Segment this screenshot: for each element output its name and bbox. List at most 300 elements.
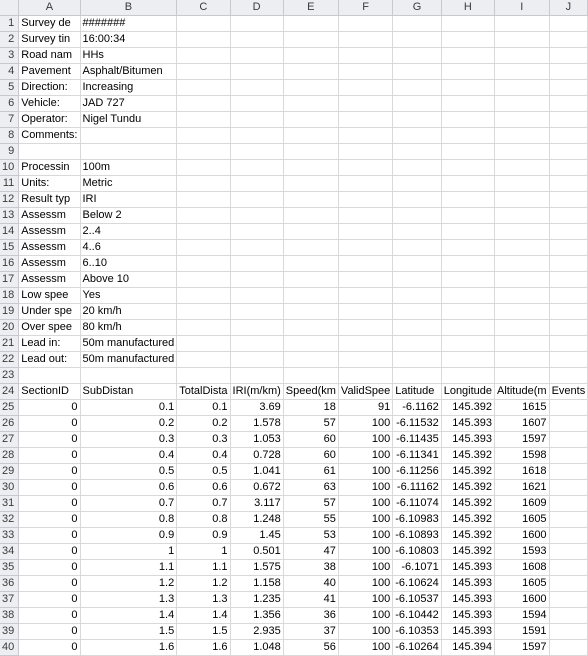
cell-b[interactable] [80, 528, 177, 544]
row-header[interactable]: 1 [0, 16, 19, 32]
cell-g[interactable] [393, 160, 441, 176]
cell-b[interactable] [80, 400, 177, 416]
cell-g[interactable] [393, 288, 441, 304]
cell-h[interactable] [441, 128, 494, 144]
cell-d[interactable] [230, 288, 283, 304]
cell-h[interactable] [441, 544, 494, 560]
column-header-d[interactable]: D [230, 0, 283, 16]
cell-b[interactable] [80, 608, 177, 624]
column-header-g[interactable]: G [393, 0, 441, 16]
cell-i[interactable] [495, 224, 550, 240]
cell-f[interactable] [338, 592, 392, 608]
cell-j[interactable] [549, 368, 588, 384]
cell-h[interactable] [441, 512, 494, 528]
row-header[interactable]: 28 [0, 448, 19, 464]
cell-h[interactable] [441, 640, 494, 656]
cell-d[interactable] [230, 592, 283, 608]
cell-i[interactable] [495, 272, 550, 288]
cell-e[interactable] [283, 208, 338, 224]
cell-g[interactable] [393, 144, 441, 160]
cell-j[interactable] [549, 256, 588, 272]
cell-e[interactable] [283, 384, 338, 400]
cell-h[interactable] [441, 496, 494, 512]
cell-e[interactable] [283, 144, 338, 160]
cell-f[interactable] [338, 224, 392, 240]
cell-h[interactable] [441, 288, 494, 304]
cell-f[interactable] [338, 240, 392, 256]
cell-c[interactable] [177, 384, 230, 400]
cell-b[interactable] [80, 160, 177, 176]
cell-e[interactable] [283, 416, 338, 432]
cell-g[interactable] [393, 384, 441, 400]
cell-h[interactable] [441, 144, 494, 160]
cell-g[interactable] [393, 432, 441, 448]
cell-j[interactable] [549, 624, 588, 640]
cell-f[interactable] [338, 112, 392, 128]
cell-f[interactable] [338, 480, 392, 496]
cell-j[interactable] [549, 400, 588, 416]
cell-j[interactable] [549, 32, 588, 48]
cell-a[interactable] [19, 208, 80, 224]
cell-a[interactable] [19, 80, 80, 96]
cell-e[interactable] [283, 112, 338, 128]
cell-h[interactable] [441, 96, 494, 112]
cell-b[interactable] [80, 592, 177, 608]
cell-b[interactable] [80, 96, 177, 112]
cell-h[interactable] [441, 608, 494, 624]
cell-i[interactable] [495, 80, 550, 96]
row-header[interactable]: 24 [0, 384, 19, 400]
cell-f[interactable] [338, 560, 392, 576]
cell-g[interactable] [393, 208, 441, 224]
cell-h[interactable] [441, 256, 494, 272]
cell-c[interactable] [177, 640, 230, 656]
cell-f[interactable] [338, 160, 392, 176]
cell-e[interactable] [283, 512, 338, 528]
cell-j[interactable] [549, 512, 588, 528]
cell-i[interactable] [495, 192, 550, 208]
cell-d[interactable] [230, 464, 283, 480]
cell-f[interactable] [338, 640, 392, 656]
row-header[interactable]: 17 [0, 272, 19, 288]
cell-f[interactable] [338, 528, 392, 544]
column-header-e[interactable]: E [283, 0, 338, 16]
cell-h[interactable] [441, 208, 494, 224]
cell-b[interactable] [80, 112, 177, 128]
cell-g[interactable] [393, 240, 441, 256]
cell-a[interactable] [19, 48, 80, 64]
cell-d[interactable] [230, 256, 283, 272]
cell-c[interactable] [177, 224, 230, 240]
cell-c[interactable] [177, 16, 230, 32]
cell-i[interactable] [495, 464, 550, 480]
cell-h[interactable] [441, 416, 494, 432]
cell-d[interactable] [230, 480, 283, 496]
cell-h[interactable] [441, 560, 494, 576]
cell-a[interactable] [19, 544, 80, 560]
cell-i[interactable] [495, 608, 550, 624]
cell-b[interactable] [80, 512, 177, 528]
cell-c[interactable] [177, 592, 230, 608]
cell-g[interactable] [393, 464, 441, 480]
cell-d[interactable] [230, 240, 283, 256]
cell-i[interactable] [495, 320, 550, 336]
cell-e[interactable] [283, 640, 338, 656]
cell-d[interactable] [230, 576, 283, 592]
cell-f[interactable] [338, 464, 392, 480]
cell-d[interactable] [230, 224, 283, 240]
cell-a[interactable] [19, 256, 80, 272]
cell-a[interactable] [19, 144, 80, 160]
cell-b[interactable] [80, 16, 177, 32]
cell-h[interactable] [441, 176, 494, 192]
cell-j[interactable] [549, 592, 588, 608]
cell-e[interactable] [283, 544, 338, 560]
cell-b[interactable] [80, 64, 177, 80]
row-header[interactable]: 9 [0, 144, 19, 160]
cell-b[interactable] [80, 560, 177, 576]
cell-f[interactable] [338, 336, 392, 352]
cell-a[interactable] [19, 192, 80, 208]
cell-g[interactable] [393, 336, 441, 352]
cell-c[interactable] [177, 128, 230, 144]
cell-a[interactable] [19, 288, 80, 304]
cell-g[interactable] [393, 96, 441, 112]
cell-c[interactable] [177, 96, 230, 112]
cell-h[interactable] [441, 480, 494, 496]
cell-b[interactable] [80, 416, 177, 432]
row-header[interactable]: 30 [0, 480, 19, 496]
cell-f[interactable] [338, 352, 392, 368]
cell-b[interactable] [80, 288, 177, 304]
cell-g[interactable] [393, 16, 441, 32]
cell-a[interactable] [19, 64, 80, 80]
cell-f[interactable] [338, 544, 392, 560]
cell-j[interactable] [549, 352, 588, 368]
cell-i[interactable] [495, 96, 550, 112]
cell-j[interactable] [549, 128, 588, 144]
cell-d[interactable] [230, 384, 283, 400]
cell-g[interactable] [393, 224, 441, 240]
cell-g[interactable] [393, 128, 441, 144]
cell-f[interactable] [338, 176, 392, 192]
cell-j[interactable] [549, 288, 588, 304]
cell-f[interactable] [338, 288, 392, 304]
cell-b[interactable] [80, 128, 177, 144]
cell-j[interactable] [549, 544, 588, 560]
cell-d[interactable] [230, 448, 283, 464]
row-header[interactable]: 6 [0, 96, 19, 112]
cell-b[interactable] [80, 32, 177, 48]
cell-b[interactable] [80, 576, 177, 592]
cell-h[interactable] [441, 336, 494, 352]
cell-d[interactable] [230, 112, 283, 128]
cell-h[interactable] [441, 224, 494, 240]
row-header[interactable]: 7 [0, 112, 19, 128]
row-header[interactable]: 36 [0, 576, 19, 592]
cell-c[interactable] [177, 160, 230, 176]
cell-j[interactable] [549, 304, 588, 320]
cell-c[interactable] [177, 336, 230, 352]
cell-g[interactable] [393, 112, 441, 128]
cell-i[interactable] [495, 560, 550, 576]
cell-h[interactable] [441, 32, 494, 48]
cell-d[interactable] [230, 272, 283, 288]
cell-d[interactable] [230, 560, 283, 576]
cell-f[interactable] [338, 304, 392, 320]
cell-c[interactable] [177, 480, 230, 496]
cell-i[interactable] [495, 304, 550, 320]
cell-g[interactable] [393, 544, 441, 560]
row-header[interactable]: 38 [0, 608, 19, 624]
cell-f[interactable] [338, 496, 392, 512]
cell-j[interactable] [549, 240, 588, 256]
cell-j[interactable] [549, 48, 588, 64]
cell-j[interactable] [549, 272, 588, 288]
cell-j[interactable] [549, 576, 588, 592]
cell-b[interactable] [80, 464, 177, 480]
cell-i[interactable] [495, 352, 550, 368]
cell-d[interactable] [230, 192, 283, 208]
cell-e[interactable] [283, 16, 338, 32]
cell-a[interactable] [19, 576, 80, 592]
cell-b[interactable] [80, 496, 177, 512]
cell-b[interactable] [80, 48, 177, 64]
cell-g[interactable] [393, 592, 441, 608]
row-header[interactable]: 11 [0, 176, 19, 192]
cell-e[interactable] [283, 480, 338, 496]
cell-e[interactable] [283, 528, 338, 544]
cell-g[interactable] [393, 608, 441, 624]
cell-e[interactable] [283, 448, 338, 464]
cell-f[interactable] [338, 32, 392, 48]
cell-i[interactable] [495, 640, 550, 656]
cell-e[interactable] [283, 224, 338, 240]
cell-g[interactable] [393, 176, 441, 192]
cell-i[interactable] [495, 432, 550, 448]
cell-i[interactable] [495, 368, 550, 384]
cell-c[interactable] [177, 176, 230, 192]
cell-j[interactable] [549, 64, 588, 80]
cell-e[interactable] [283, 400, 338, 416]
cell-i[interactable] [495, 512, 550, 528]
cell-a[interactable] [19, 528, 80, 544]
cell-j[interactable] [549, 112, 588, 128]
cell-c[interactable] [177, 512, 230, 528]
cell-e[interactable] [283, 336, 338, 352]
cell-g[interactable] [393, 576, 441, 592]
cell-c[interactable] [177, 624, 230, 640]
cell-b[interactable] [80, 352, 177, 368]
cell-f[interactable] [338, 320, 392, 336]
cell-d[interactable] [230, 208, 283, 224]
cell-j[interactable] [549, 528, 588, 544]
row-header[interactable]: 39 [0, 624, 19, 640]
cell-e[interactable] [283, 592, 338, 608]
cell-j[interactable] [549, 384, 588, 400]
cell-c[interactable] [177, 448, 230, 464]
cell-f[interactable] [338, 144, 392, 160]
cell-d[interactable] [230, 624, 283, 640]
cell-g[interactable] [393, 480, 441, 496]
cell-d[interactable] [230, 304, 283, 320]
cell-a[interactable] [19, 304, 80, 320]
row-header[interactable]: 40 [0, 640, 19, 656]
cell-c[interactable] [177, 608, 230, 624]
cell-e[interactable] [283, 160, 338, 176]
cell-h[interactable] [441, 16, 494, 32]
cell-a[interactable] [19, 32, 80, 48]
cell-j[interactable] [549, 80, 588, 96]
cell-a[interactable] [19, 240, 80, 256]
cell-e[interactable] [283, 176, 338, 192]
cell-d[interactable] [230, 96, 283, 112]
cell-a[interactable] [19, 624, 80, 640]
cell-a[interactable] [19, 368, 80, 384]
cell-e[interactable] [283, 560, 338, 576]
cell-e[interactable] [283, 80, 338, 96]
cell-h[interactable] [441, 240, 494, 256]
cell-f[interactable] [338, 64, 392, 80]
cell-f[interactable] [338, 368, 392, 384]
cell-e[interactable] [283, 272, 338, 288]
cell-d[interactable] [230, 640, 283, 656]
column-header-b[interactable]: B [80, 0, 177, 16]
cell-a[interactable] [19, 112, 80, 128]
row-header[interactable]: 21 [0, 336, 19, 352]
cell-a[interactable] [19, 640, 80, 656]
cell-i[interactable] [495, 176, 550, 192]
cell-i[interactable] [495, 16, 550, 32]
row-header[interactable]: 34 [0, 544, 19, 560]
cell-i[interactable] [495, 48, 550, 64]
cell-f[interactable] [338, 16, 392, 32]
cell-j[interactable] [549, 144, 588, 160]
cell-i[interactable] [495, 144, 550, 160]
cell-h[interactable] [441, 432, 494, 448]
cell-a[interactable] [19, 560, 80, 576]
cell-j[interactable] [549, 560, 588, 576]
cell-j[interactable] [549, 320, 588, 336]
cell-d[interactable] [230, 432, 283, 448]
cell-f[interactable] [338, 256, 392, 272]
cell-e[interactable] [283, 576, 338, 592]
cell-b[interactable] [80, 144, 177, 160]
select-all-corner[interactable] [0, 0, 19, 16]
cell-j[interactable] [549, 416, 588, 432]
cell-h[interactable] [441, 192, 494, 208]
cell-d[interactable] [230, 416, 283, 432]
cell-b[interactable] [80, 336, 177, 352]
cell-c[interactable] [177, 400, 230, 416]
cell-b[interactable] [80, 368, 177, 384]
cell-e[interactable] [283, 624, 338, 640]
cell-a[interactable] [19, 608, 80, 624]
column-header-i[interactable]: I [495, 0, 550, 16]
cell-a[interactable] [19, 16, 80, 32]
cell-d[interactable] [230, 176, 283, 192]
cell-a[interactable] [19, 336, 80, 352]
cell-g[interactable] [393, 256, 441, 272]
cell-c[interactable] [177, 64, 230, 80]
cell-g[interactable] [393, 560, 441, 576]
cell-f[interactable] [338, 512, 392, 528]
cell-i[interactable] [495, 384, 550, 400]
cell-c[interactable] [177, 432, 230, 448]
column-header-a[interactable]: A [19, 0, 80, 16]
cell-c[interactable] [177, 304, 230, 320]
row-header[interactable]: 35 [0, 560, 19, 576]
column-header-h[interactable]: H [441, 0, 494, 16]
cell-c[interactable] [177, 208, 230, 224]
cell-j[interactable] [549, 224, 588, 240]
cell-d[interactable] [230, 128, 283, 144]
cell-a[interactable] [19, 272, 80, 288]
cell-c[interactable] [177, 320, 230, 336]
row-header[interactable]: 22 [0, 352, 19, 368]
cell-c[interactable] [177, 416, 230, 432]
row-header[interactable]: 31 [0, 496, 19, 512]
cell-g[interactable] [393, 368, 441, 384]
row-header[interactable]: 12 [0, 192, 19, 208]
column-header-j[interactable]: J [549, 0, 588, 16]
row-header[interactable]: 26 [0, 416, 19, 432]
cell-d[interactable] [230, 336, 283, 352]
cell-j[interactable] [549, 96, 588, 112]
cell-b[interactable] [80, 256, 177, 272]
cell-h[interactable] [441, 384, 494, 400]
cell-a[interactable] [19, 160, 80, 176]
cell-h[interactable] [441, 528, 494, 544]
cell-j[interactable] [549, 608, 588, 624]
cell-c[interactable] [177, 544, 230, 560]
cell-c[interactable] [177, 48, 230, 64]
row-header[interactable]: 27 [0, 432, 19, 448]
cell-i[interactable] [495, 448, 550, 464]
cell-g[interactable] [393, 496, 441, 512]
cell-e[interactable] [283, 320, 338, 336]
cell-f[interactable] [338, 576, 392, 592]
cell-b[interactable] [80, 208, 177, 224]
cell-i[interactable] [495, 416, 550, 432]
cell-e[interactable] [283, 464, 338, 480]
cell-d[interactable] [230, 496, 283, 512]
cell-h[interactable] [441, 448, 494, 464]
row-header[interactable]: 2 [0, 32, 19, 48]
cell-b[interactable] [80, 192, 177, 208]
row-header[interactable]: 13 [0, 208, 19, 224]
cell-c[interactable] [177, 288, 230, 304]
cell-g[interactable] [393, 192, 441, 208]
cell-c[interactable] [177, 80, 230, 96]
cell-j[interactable] [549, 464, 588, 480]
cell-h[interactable] [441, 80, 494, 96]
cell-h[interactable] [441, 400, 494, 416]
cell-j[interactable] [549, 208, 588, 224]
cell-a[interactable] [19, 176, 80, 192]
row-header[interactable]: 3 [0, 48, 19, 64]
cell-f[interactable] [338, 448, 392, 464]
row-header[interactable]: 5 [0, 80, 19, 96]
cell-c[interactable] [177, 496, 230, 512]
cell-f[interactable] [338, 48, 392, 64]
cell-h[interactable] [441, 304, 494, 320]
row-header[interactable]: 16 [0, 256, 19, 272]
cell-b[interactable] [80, 640, 177, 656]
cell-i[interactable] [495, 576, 550, 592]
cell-f[interactable] [338, 416, 392, 432]
cell-c[interactable] [177, 560, 230, 576]
